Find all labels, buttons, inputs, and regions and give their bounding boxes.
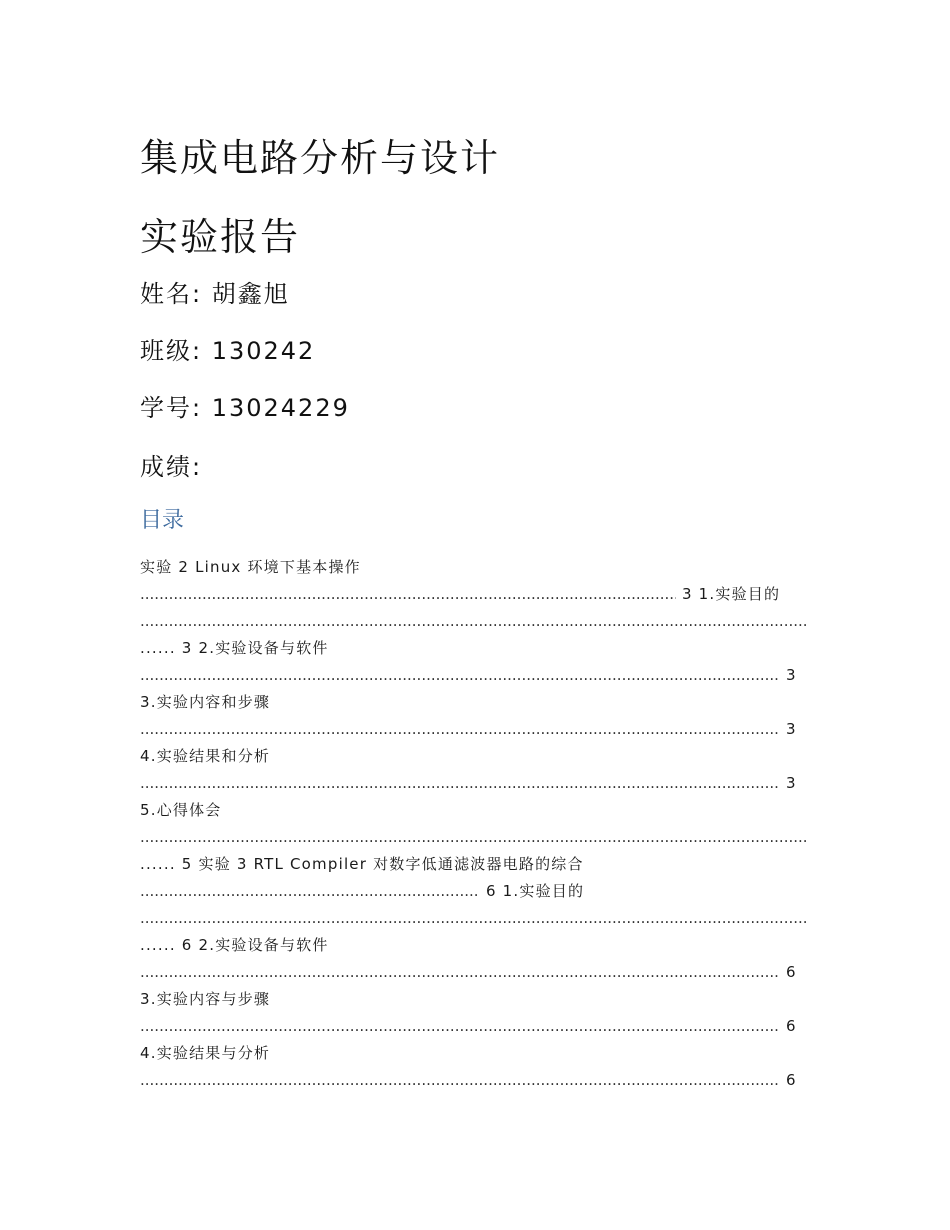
toc-entry-text: 3 bbox=[780, 720, 797, 738]
class-field: 班级: 130242 bbox=[140, 337, 316, 365]
dot-leader bbox=[140, 665, 780, 685]
toc-entry[interactable] bbox=[140, 854, 584, 874]
toc-entry-text: 3.实验内容和步骤 bbox=[140, 693, 271, 711]
toc-entry-text: 3 bbox=[780, 666, 797, 684]
grade-field: 成绩: bbox=[140, 453, 203, 481]
toc-heading: 目录 bbox=[140, 508, 185, 533]
toc-entry[interactable] bbox=[140, 827, 808, 847]
dot-leader bbox=[140, 584, 676, 604]
toc-entry[interactable] bbox=[140, 773, 797, 793]
toc-entry-text: 实验 2 Linux 环境下基本操作 bbox=[140, 558, 361, 576]
toc-entry[interactable] bbox=[140, 638, 329, 658]
toc-entry[interactable] bbox=[140, 881, 584, 901]
document-subtitle: 实验报告 bbox=[140, 215, 301, 259]
toc-entry-pre: ...... bbox=[140, 855, 176, 873]
student-id-field: 学号: 13024229 bbox=[140, 394, 350, 422]
toc-entry[interactable] bbox=[140, 665, 797, 685]
toc-entry[interactable] bbox=[140, 1070, 797, 1090]
toc-entry[interactable] bbox=[140, 908, 808, 928]
toc-entry-text: 3 1.实验目的 bbox=[676, 585, 781, 603]
toc-entry[interactable] bbox=[140, 989, 270, 1009]
toc-entry-text: 5 实验 3 RTL Compiler 对数字低通滤波器电路的综合 bbox=[175, 855, 584, 873]
toc-entry[interactable] bbox=[140, 719, 797, 739]
dot-leader bbox=[140, 827, 808, 847]
dot-leader bbox=[140, 962, 780, 982]
toc-entry-text: 3 2.实验设备与软件 bbox=[175, 639, 329, 657]
toc-entry[interactable] bbox=[140, 611, 808, 631]
dot-leader bbox=[140, 611, 808, 631]
toc-entry-text: 3 bbox=[780, 774, 797, 792]
toc-entry[interactable] bbox=[140, 1016, 797, 1036]
toc-entry-text: 6 1.实验目的 bbox=[480, 882, 585, 900]
dot-leader bbox=[140, 773, 780, 793]
toc-entry[interactable] bbox=[140, 1043, 270, 1063]
toc-entry-text: 4.实验结果与分析 bbox=[140, 1044, 271, 1062]
toc-entry-text: 6 bbox=[780, 1071, 797, 1089]
toc-entry[interactable] bbox=[140, 935, 329, 955]
toc-entry[interactable] bbox=[140, 557, 361, 577]
toc-entry-text: 6 2.实验设备与软件 bbox=[175, 936, 329, 954]
toc-entry-text: 5.心得体会 bbox=[140, 801, 222, 819]
toc-entry-pre: ...... bbox=[140, 639, 176, 657]
toc-entry[interactable] bbox=[140, 746, 270, 766]
document-title: 集成电路分析与设计 bbox=[140, 136, 501, 180]
toc-entry[interactable] bbox=[140, 800, 222, 820]
dot-leader bbox=[140, 719, 780, 739]
dot-leader bbox=[140, 1070, 780, 1090]
toc-entry[interactable] bbox=[140, 584, 780, 604]
toc-entry-pre: ...... bbox=[140, 936, 176, 954]
toc-entry-text: 6 bbox=[780, 963, 797, 981]
dot-leader bbox=[140, 881, 480, 901]
student-name-field: 姓名: 胡鑫旭 bbox=[140, 280, 290, 308]
toc-entry-text: 3.实验内容与步骤 bbox=[140, 990, 271, 1008]
toc-entry-text: 6 bbox=[780, 1017, 797, 1035]
toc-entry[interactable] bbox=[140, 692, 270, 712]
dot-leader bbox=[140, 908, 808, 928]
toc-entry-text: 4.实验结果和分析 bbox=[140, 747, 271, 765]
toc-entry[interactable] bbox=[140, 962, 797, 982]
dot-leader bbox=[140, 1016, 780, 1036]
